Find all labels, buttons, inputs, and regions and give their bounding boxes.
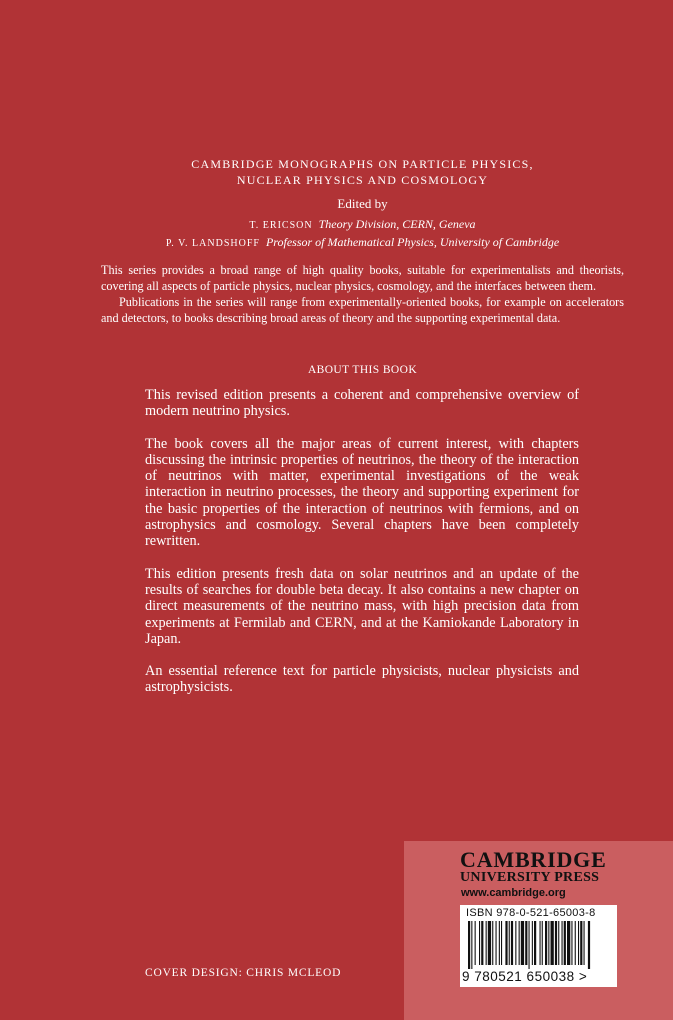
editor-2-role: Professor of Mathematical Physics, University of Cambridge [265, 235, 560, 249]
series-description-p1: This series provides a broad range of high quality books, suitable for experimentalists and theorists, covering all aspects of particle physics, nuclear physics, cosmology, and the interfaces between them. [101, 263, 624, 293]
about-paragraph-1: This revised edition presents a coherent and comprehensive overview of modern neutrino physics. [145, 387, 579, 420]
editor-1-name: T. ERICSON [249, 220, 313, 231]
barcode-icon [466, 921, 612, 969]
editor-1 [0, 217, 673, 232]
publisher-name: CAMBRIDGE [460, 847, 607, 872]
edited-by-label: Edited by [337, 196, 388, 211]
series-description-p2: Publications in the series will range from experimentally-oriented books, for example on accelerators and detectors, to books describing broad areas of theory and the supporting experimental data. [101, 295, 624, 325]
editor-2 [0, 235, 673, 250]
isbn-label: ISBN 978-0-521-65003-8 [466, 907, 596, 919]
series-title [0, 156, 673, 188]
publisher-website: www.cambridge.org [461, 887, 566, 899]
barcode-digits: 9 780521 650038 > [462, 969, 588, 984]
publisher-subtitle: UNIVERSITY PRESS [460, 870, 600, 885]
about-heading: ABOUT THIS BOOK [307, 364, 418, 376]
series-title-line-2: NUCLEAR PHYSICS AND COSMOLOGY [236, 173, 489, 187]
about-paragraph-3: This edition presents fresh data on solar neutrinos and an update of the results of searches for double beta decay. It also contains a new chapter on direct measurements of the neutrino mass, with high precision data from experiments at Fermilab and CERN, and at the Kamiokande Laboratory in Japan. [145, 565, 579, 647]
barcode-card [460, 905, 617, 987]
series-description [101, 262, 624, 326]
publisher-panel [404, 841, 673, 1020]
editor-1-role: Theory Division, CERN, Geneva [318, 217, 476, 231]
editor-2-name: P. V. LANDSHOFF [165, 238, 260, 249]
series-title-line-1: CAMBRIDGE MONOGRAPHS ON PARTICLE PHYSICS, [191, 157, 534, 171]
about-paragraph-4: An essential reference text for particle physicists, nuclear physicists and astrophysicists. [145, 663, 579, 696]
about-body [145, 387, 579, 712]
about-paragraph-2: The book covers all the major areas of current interest, with chapters discussing the intrinsic properties of neutrinos, the theory of the interaction of neutrinos with matter, experimental investigations of the weak interaction in neutrino processes, the theory and supporting experiment for the basic properties of the interaction of neutrinos with fermions, and on astrophysics and cosmology. Several chapters have been completely rewritten. [145, 435, 579, 550]
cover-design-credit: COVER DESIGN: CHRIS MCLEOD [145, 967, 342, 979]
